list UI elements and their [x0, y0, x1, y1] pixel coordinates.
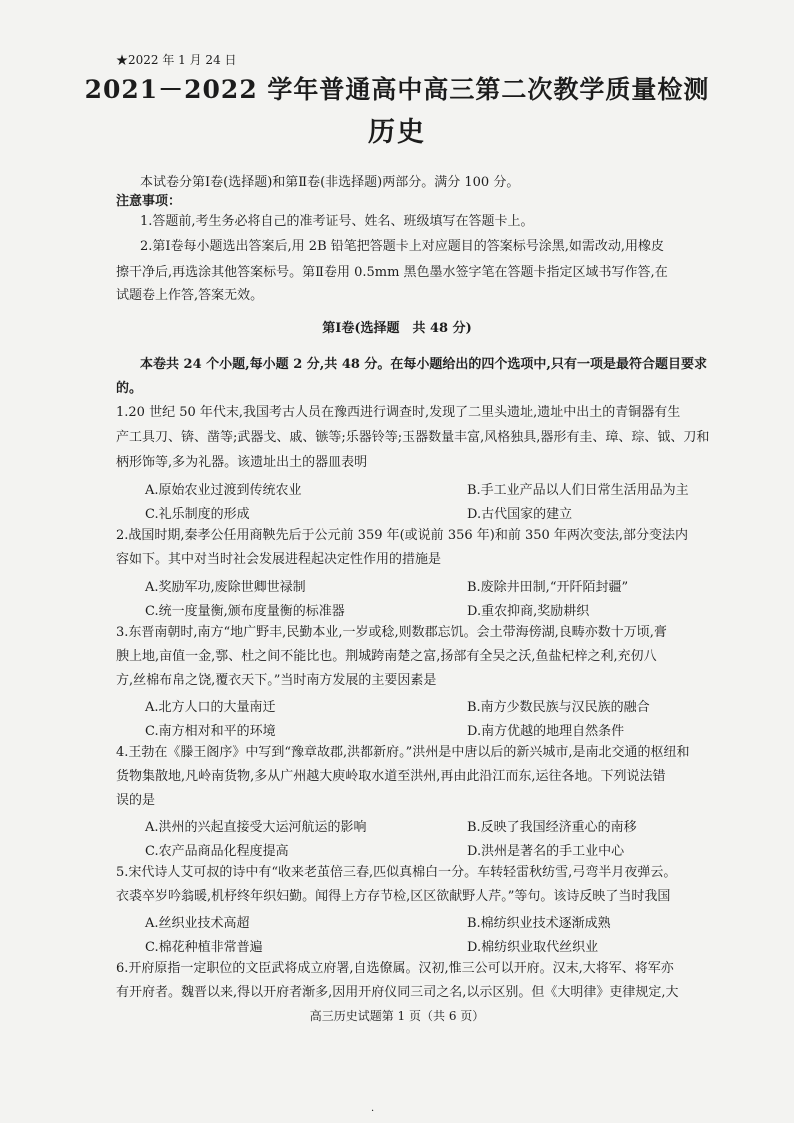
option-b: B.废除井田制,“开阡陌封疆” — [467, 580, 629, 595]
option-d: D.洪州是著名的手工业中心 — [467, 844, 625, 859]
option-d: D.棉纺织业取代丝织业 — [467, 940, 599, 955]
question-text: 货物集散地,凡岭南货物,多从广州越大庾岭取水道至洪州,再由此沿江而东,运往各地。下列说法错 — [116, 769, 666, 784]
option-a: A.原始农业过渡到传统农业 — [145, 483, 302, 498]
question-text: 有开府者。魏晋以来,得以开府者渐多,因用开府仪同三司之名,以示区别。但《大明律》吏律规定,大 — [116, 985, 679, 1000]
option-b: B.南方少数民族与汉民族的融合 — [467, 700, 650, 715]
intro-text: 本试卷分第Ⅰ卷(选择题)和第Ⅱ卷(非选择题)两部分。满分 100 分。 — [140, 175, 520, 190]
question-text: 方,丝棉布帛之饶,覆衣天下。”当时南方发展的主要因素是 — [116, 673, 437, 688]
note-line: 1.答题前,考生务必将自己的准考证号、姓名、班级填写在答题卡上。 — [140, 214, 534, 229]
question-text: 容如下。其中对当时社会发展进程起决定性作用的措施是 — [116, 552, 442, 567]
note-line: 2.第Ⅰ卷每小题选出答案后,用 2B 铅笔把答题卡上对应题目的答案标号涂黑,如需改动,用橡皮 — [140, 239, 665, 254]
scan-mark: · — [371, 1106, 375, 1117]
question-text: 产工具刀、锛、凿等;武器戈、戚、镞等;乐器铃等;玉器数量丰富,风格独具,器形有圭、璋、琮、钺、刀和 — [116, 430, 710, 445]
note-line: 擦干净后,再选涂其他答案标号。第Ⅱ卷用 0.5mm 黑色墨水签字笔在答题卡指定区域书写作答,在 — [116, 265, 668, 280]
question-text: 腴上地,亩值一金,鄠、杜之间不能比也。荆城跨南楚之富,扬部有全吴之沃,鱼盐杞梓之利,充仞八 — [116, 649, 657, 664]
option-b: B.反映了我国经济重心的南移 — [467, 820, 637, 835]
option-d: D.古代国家的建立 — [467, 507, 573, 522]
option-d: D.南方优越的地理自然条件 — [467, 724, 625, 739]
option-b: B.手工业产品以人们日常生活用品为主 — [467, 483, 689, 498]
option-a: A.奖励军功,废除世卿世禄制 — [145, 580, 306, 595]
option-c: C.南方相对和平的环境 — [145, 724, 276, 739]
question-text: 1.20 世纪 50 年代末,我国考古人员在豫西进行调查时,发现了二里头遗址,遗址中出土的青铜器有生 — [116, 405, 681, 420]
section-desc: 本卷共 24 个小题,每小题 2 分,共 48 分。在每小题给出的四个选项中,只有一项是最符合题目要求 — [140, 357, 707, 372]
exam-title: 2021－2022 学年普通高中高三第二次教学质量检测 — [84, 75, 710, 104]
option-c: C.农产品商品化程度提高 — [145, 844, 289, 859]
page-footer: 高三历史试题第 1 页（共 6 页） — [309, 1009, 485, 1023]
exam-subject: 历史 — [368, 117, 426, 148]
option-d: D.重农抑商,奖励耕织 — [467, 604, 590, 619]
question-text: 柄形饰等,多为礼器。该遗址出土的器皿表明 — [116, 455, 368, 470]
exam-date: ★2022 年 1 月 24 日 — [116, 53, 237, 67]
notes-heading: 注意事项： — [116, 194, 182, 209]
option-a: A.丝织业技术高超 — [145, 916, 250, 931]
option-a: A.北方人口的大量南迁 — [145, 700, 276, 715]
option-b: B.棉纺织业技术逐渐成熟 — [467, 916, 611, 931]
question-text: 2.战国时期,秦孝公任用商鞅先后于公元前 359 年(或说前 356 年)和前 350 年两次变法,部分变法内 — [116, 528, 689, 543]
question-text: 5.宋代诗人艾可叔的诗中有“收来老茧倍三春,匹似真棉白一分。车转轻雷秋纺雪,弓弯半月夜弹云。 — [116, 865, 677, 880]
option-c: C.统一度量衡,颁布度量衡的标准器 — [145, 604, 345, 619]
option-c: C.棉花种植非常普遍 — [145, 940, 263, 955]
question-text: 6.开府原指一定职位的文臣武将成立府署,自选僚属。汉初,惟三公可以开府。汉末,大将军、将军亦 — [116, 961, 674, 976]
question-text: 3.东晋南朝时,南方“地广野丰,民勤本业,一岁或稔,则数郡忘饥。会土带海傍湖,良畴亦数十万顷,膏 — [116, 625, 667, 640]
note-line: 试题卷上作答,答案无效。 — [116, 288, 264, 303]
question-text: 误的是 — [116, 793, 156, 808]
option-a: A.洪州的兴起直接受大运河航运的影响 — [145, 820, 367, 835]
option-c: C.礼乐制度的形成 — [145, 507, 250, 522]
section-title: 第Ⅰ卷(选择题 共 48 分) — [322, 321, 472, 336]
section-desc: 的。 — [116, 381, 143, 396]
question-text: 4.王勃在《滕王阁序》中写到“豫章故郡,洪都新府。”洪州是中唐以后的新兴城市,是南北交通的枢纽和 — [116, 745, 690, 760]
question-text: 衣裘卒岁吟翁暖,机杼终年织妇勤。闻得上方存节检,区区欲献野人芹。”等句。该诗反映了当时我国 — [116, 889, 671, 904]
